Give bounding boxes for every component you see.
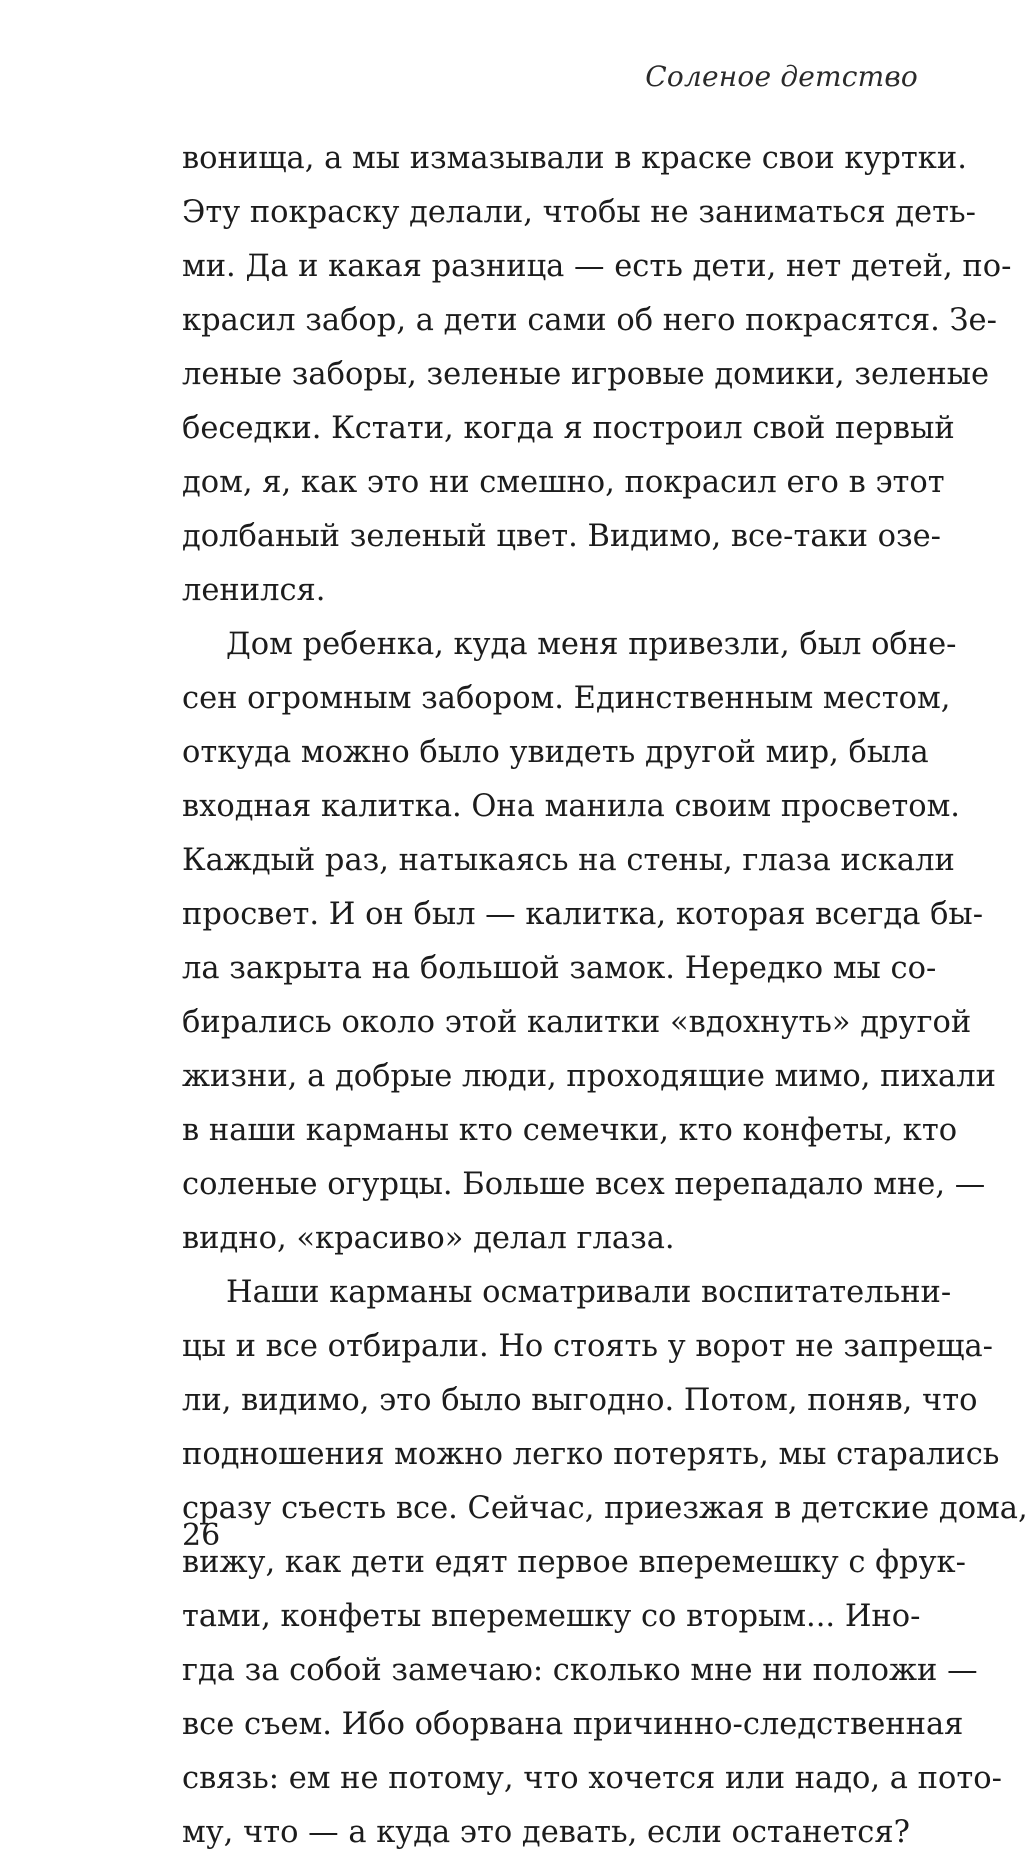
text-line: в наши карманы кто семечки, кто конфеты, кто <box>182 1113 958 1148</box>
text-line: связь: ем не потому, что хочется или надо, а пото- <box>182 1761 1002 1796</box>
text-line: видно, «красиво» делал глаза. <box>182 1221 675 1256</box>
text-line: гда за собой замечаю: сколько мне ни положи — <box>182 1653 978 1688</box>
text-line: просвет. И он был — калитка, которая всегда бы- <box>182 897 984 932</box>
text-line: сразу съесть все. Сейчас, приезжая в детские дома, <box>182 1491 1028 1526</box>
paragraph-1 <box>182 132 1012 618</box>
text-line: долбаный зеленый цвет. Видимо, все-таки озе- <box>182 519 941 554</box>
paragraph-3 <box>182 1266 1028 1860</box>
text-line: входная калитка. Она манила своим просветом. <box>182 789 960 824</box>
text-line: Дом ребенка, куда меня привезли, был обне- <box>226 627 957 662</box>
running-head: Соленое детство <box>645 60 918 93</box>
text-line: ми. Да и какая разница — есть дети, нет детей, по- <box>182 249 1012 284</box>
text-line: Каждый раз, натыкаясь на стены, глаза искали <box>182 843 955 878</box>
text-line: ли, видимо, это было выгодно. Потом, поняв, что <box>182 1383 978 1418</box>
page-number: 26 <box>182 1518 221 1553</box>
text-line: откуда можно было увидеть другой мир, была <box>182 735 929 770</box>
text-line: вонища, а мы измазывали в краске свои куртки. <box>182 141 967 176</box>
text-line: му, что — а куда это девать, если останется? <box>182 1815 910 1850</box>
body-text <box>182 132 1028 1860</box>
text-line: бирались около этой калитки «вдохнуть» другой <box>182 1005 972 1040</box>
text-line: беседки. Кстати, когда я построил свой первый <box>182 411 955 446</box>
paragraph-2 <box>182 618 996 1266</box>
text-line: ла закрыта на большой замок. Нередко мы со- <box>182 951 937 986</box>
text-line: вижу, как дети едят первое вперемешку с фрук- <box>182 1545 966 1580</box>
text-line: цы и все отбирали. Но стоять у ворот не запреща- <box>182 1329 993 1364</box>
text-line: подношения можно легко потерять, мы старались <box>182 1437 1000 1472</box>
text-line: леные заборы, зеленые игровые домики, зеленые <box>182 357 990 392</box>
text-line: сен огромным забором. Единственным местом, <box>182 681 951 716</box>
text-line: ленился. <box>182 573 326 608</box>
text-line: соленые огурцы. Больше всех перепадало мне, — <box>182 1167 986 1202</box>
text-line: жизни, а добрые люди, проходящие мимо, пихали <box>182 1059 996 1094</box>
text-line: красил забор, а дети сами об него покрасятся. Зе- <box>182 303 997 338</box>
text-line: дом, я, как это ни смешно, покрасил его в этот <box>182 465 945 500</box>
text-line: Наши карманы осматривали воспитательни- <box>226 1275 952 1310</box>
text-line: Эту покраску делали, чтобы не заниматься деть- <box>182 195 976 230</box>
text-line: тами, конфеты вперемешку со вторым... Ино- <box>182 1599 921 1634</box>
text-line: все съем. Ибо оборвана причинно-следственная <box>182 1707 964 1742</box>
